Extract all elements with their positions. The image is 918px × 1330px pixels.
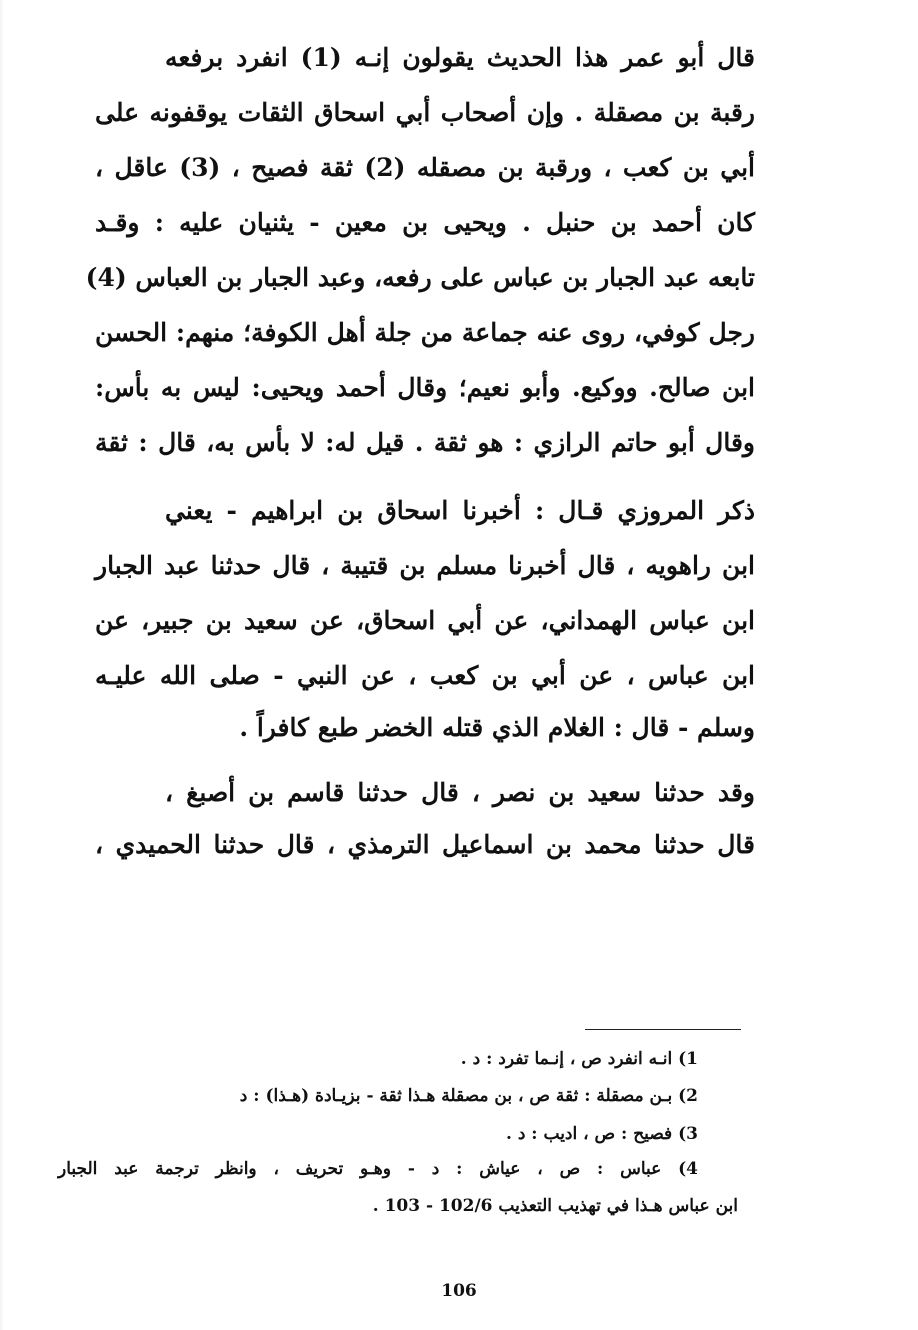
text-line: وقد حدثنا سعيد بن نصر ، قال حدثنا قاسم بن أصبغ ، <box>165 778 755 807</box>
text-line: ابن عباس الهمداني، عن أبي اسحاق، عن سعيد بن جبير، عن <box>95 606 755 635</box>
text-line: ابن راهويه ، قال أخبرنا مسلم بن قتيبة ، قال حدثنا عبد الجبار <box>95 551 755 580</box>
text-line: وقال أبو حاتم الرازي : هو ثقة . قيل له: لا بأس به، قال : ثقة <box>95 428 755 457</box>
text-line: ابن عباس ، عن أبي بن كعب ، عن النبي - صلى الله عليـه <box>95 661 755 690</box>
text-line: قال أبو عمر هذا الحديث يقولون إنـه (1) انفرد برفعه <box>165 43 755 72</box>
footnote-1: 1) انـه انفرد ص ، إنـما تفرد : د . <box>460 1049 698 1069</box>
text-line: ابن صالح. ووكيع. وأبو نعيم؛ وقال أحمد ويحيى: ليس به بأس: <box>95 373 755 402</box>
footnote-3: 3) فصيح : ص ، اديب : د . <box>505 1124 698 1144</box>
footnote-separator <box>585 1029 741 1030</box>
text-line: رقبة بن مصقلة . وإن أصحاب أبي اسحاق الثقات يوقفونه على <box>95 98 755 127</box>
footnote-2: 2) بـن مصقلة : ثقة ص ، بن مصقلة هـذا ثقة - بزيـادة (هـذا) : د <box>239 1086 698 1106</box>
scan-edge <box>0 0 4 1330</box>
text-line: رجل كوفي، روى عنه جماعة من جلة أهل الكوفة؛ منهم: الحسن <box>95 318 755 347</box>
footnote-4-continued: ابن عباس هـذا في تهذيب التعذيب 102/6 - 103 . <box>372 1196 738 1216</box>
text-line: كان أحمد بن حنبل . ويحيى بن معين - يثنيان عليه : وقـد <box>95 208 755 237</box>
page-number: 106 <box>441 1281 477 1301</box>
text-line: ذكر المروزي قـال : أخبرنا اسحاق بن ابراهيم - يعني <box>165 496 755 525</box>
footnote-4: 4) عباس : ص ، عياش : د - وهـو تحريف ، وانظر ترجمة عبد الجبار <box>58 1159 698 1179</box>
text-line: قال حدثنا محمد بن اسماعيل الترمذي ، قال حدثنا الحميدي ، <box>95 830 755 859</box>
text-line: أبي بن كعب ، ورقبة بن مصقله (2) ثقة فصيح ، (3) عاقل ، <box>95 153 755 182</box>
text-line: وسلم - قال : الغلام الذي قتله الخضر طبع كافراً . <box>239 713 755 742</box>
text-line: تابعه عبد الجبار بن عباس على رفعه، وعبد الجبار بن العباس (4) <box>85 263 755 292</box>
